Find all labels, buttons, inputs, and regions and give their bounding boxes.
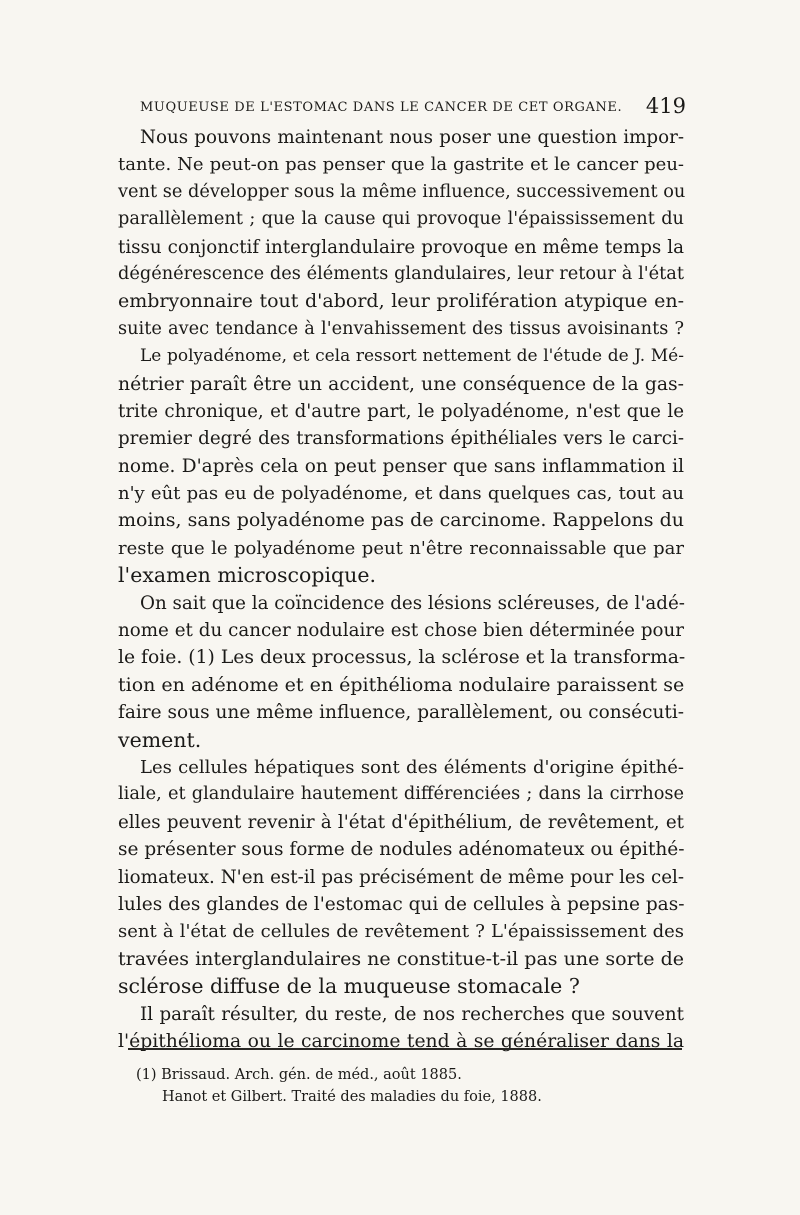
text-line: On sait que la coïncidence des lésions scléreuses, de l'adé- — [140, 592, 685, 614]
footnote-rule — [128, 1048, 682, 1050]
text-line: l'épithélioma ou le carcinome tend à se généraliser dans la — [118, 1030, 684, 1052]
text-line: nome et du cancer nodulaire est chose bien déterminée pour — [118, 620, 684, 642]
text-line: Nous pouvons maintenant nous poser une question impor- — [140, 127, 684, 148]
footnote-line: (1) Brissaud. Arch. gén. de méd., août 1885. — [136, 1067, 462, 1083]
text-line: tante. Ne peut-on pas penser que la gastrite et le cancer peu- — [118, 154, 684, 176]
text-line: faire sous une même influence, parallèlement, ou consécuti- — [118, 702, 684, 724]
text-line: embryonnaire tout d'abord, leur prolifération atypique en- — [118, 290, 684, 313]
text-line: sclérose diffuse de la muqueuse stomacale ? — [118, 974, 580, 999]
text-line: elles peuvent revenir à l'état d'épithélium, de revêtement, et — [118, 811, 684, 833]
text-line: liomateux. N'en est-il pas précisément de même pour les cel- — [118, 866, 684, 888]
text-line: travées interglandulaires ne constitue-t-il pas une sorte de — [118, 947, 684, 970]
text-line: sent à l'état de cellules de revêtement ? L'épaississement des — [118, 921, 684, 943]
text-line: Le polyadénome, et cela ressort nettement de l'étude de J. Mé- — [140, 346, 684, 367]
text-line: nome. D'après cela on peut penser que sans inflammation il — [118, 455, 684, 477]
text-line: n'y eût pas eu de polyadénome, et dans quelques cas, tout au — [118, 483, 684, 505]
running-title: MUQUEUSE DE L'ESTOMAC DANS LE CANCER DE CET ORGANE. — [140, 100, 623, 115]
text-line: nétrier paraît être un accident, une conséquence de la gas- — [118, 373, 684, 395]
text-line: liale, et glandulaire hautement différenciées ; dans la cirrhose — [118, 784, 684, 805]
text-line: lules des glandes de l'estomac qui de cellules à pepsine pas- — [118, 893, 685, 915]
text-line: reste que le polyadénome peut n'être reconnaissable que par — [118, 537, 684, 559]
text-line: tissu conjonctif interglandulaire provoque en même temps la — [118, 236, 684, 258]
text-line: le foie. (1) Les deux processus, la sclérose et la transforma- — [118, 647, 686, 669]
footnote-line: Hanot et Gilbert. Traité des maladies du foie, 1888. — [162, 1089, 542, 1105]
running-head — [118, 92, 686, 122]
text-line: trite chronique, et d'autre part, le polyadénome, n'est que le — [118, 400, 684, 422]
text-line: suite avec tendance à l'envahissement des tissus avoisinants ? — [118, 318, 684, 339]
text-line: tion en adénome et en épithélioma nodulaire paraissent se — [118, 673, 685, 696]
page-number: 419 — [645, 94, 686, 118]
text-line: moins, sans polyadénome pas de carcinome. Rappelons du — [118, 509, 684, 532]
text-line: se présenter sous forme de nodules adénomateux ou épithé- — [118, 839, 685, 861]
text-line: l'examen microscopique. — [118, 563, 377, 588]
text-line: dégénérescence des éléments glandulaires, leur retour à l'état — [118, 263, 684, 284]
text-line: vement. — [118, 727, 202, 752]
text-line: parallèlement ; que la cause qui provoque l'épaississement du — [118, 209, 684, 230]
text-line: premier degré des transformations épithéliales vers le carci- — [118, 428, 684, 450]
body-text — [118, 124, 684, 1055]
text-line: Les cellules hépatiques sont des éléments d'origine épithé- — [140, 756, 684, 778]
text-line: vent se développer sous la même influence, successivement ou — [118, 181, 686, 202]
footnotes — [136, 1064, 676, 1108]
text-line: Il paraît résulter, du reste, de nos recherches que souvent — [140, 1003, 684, 1025]
